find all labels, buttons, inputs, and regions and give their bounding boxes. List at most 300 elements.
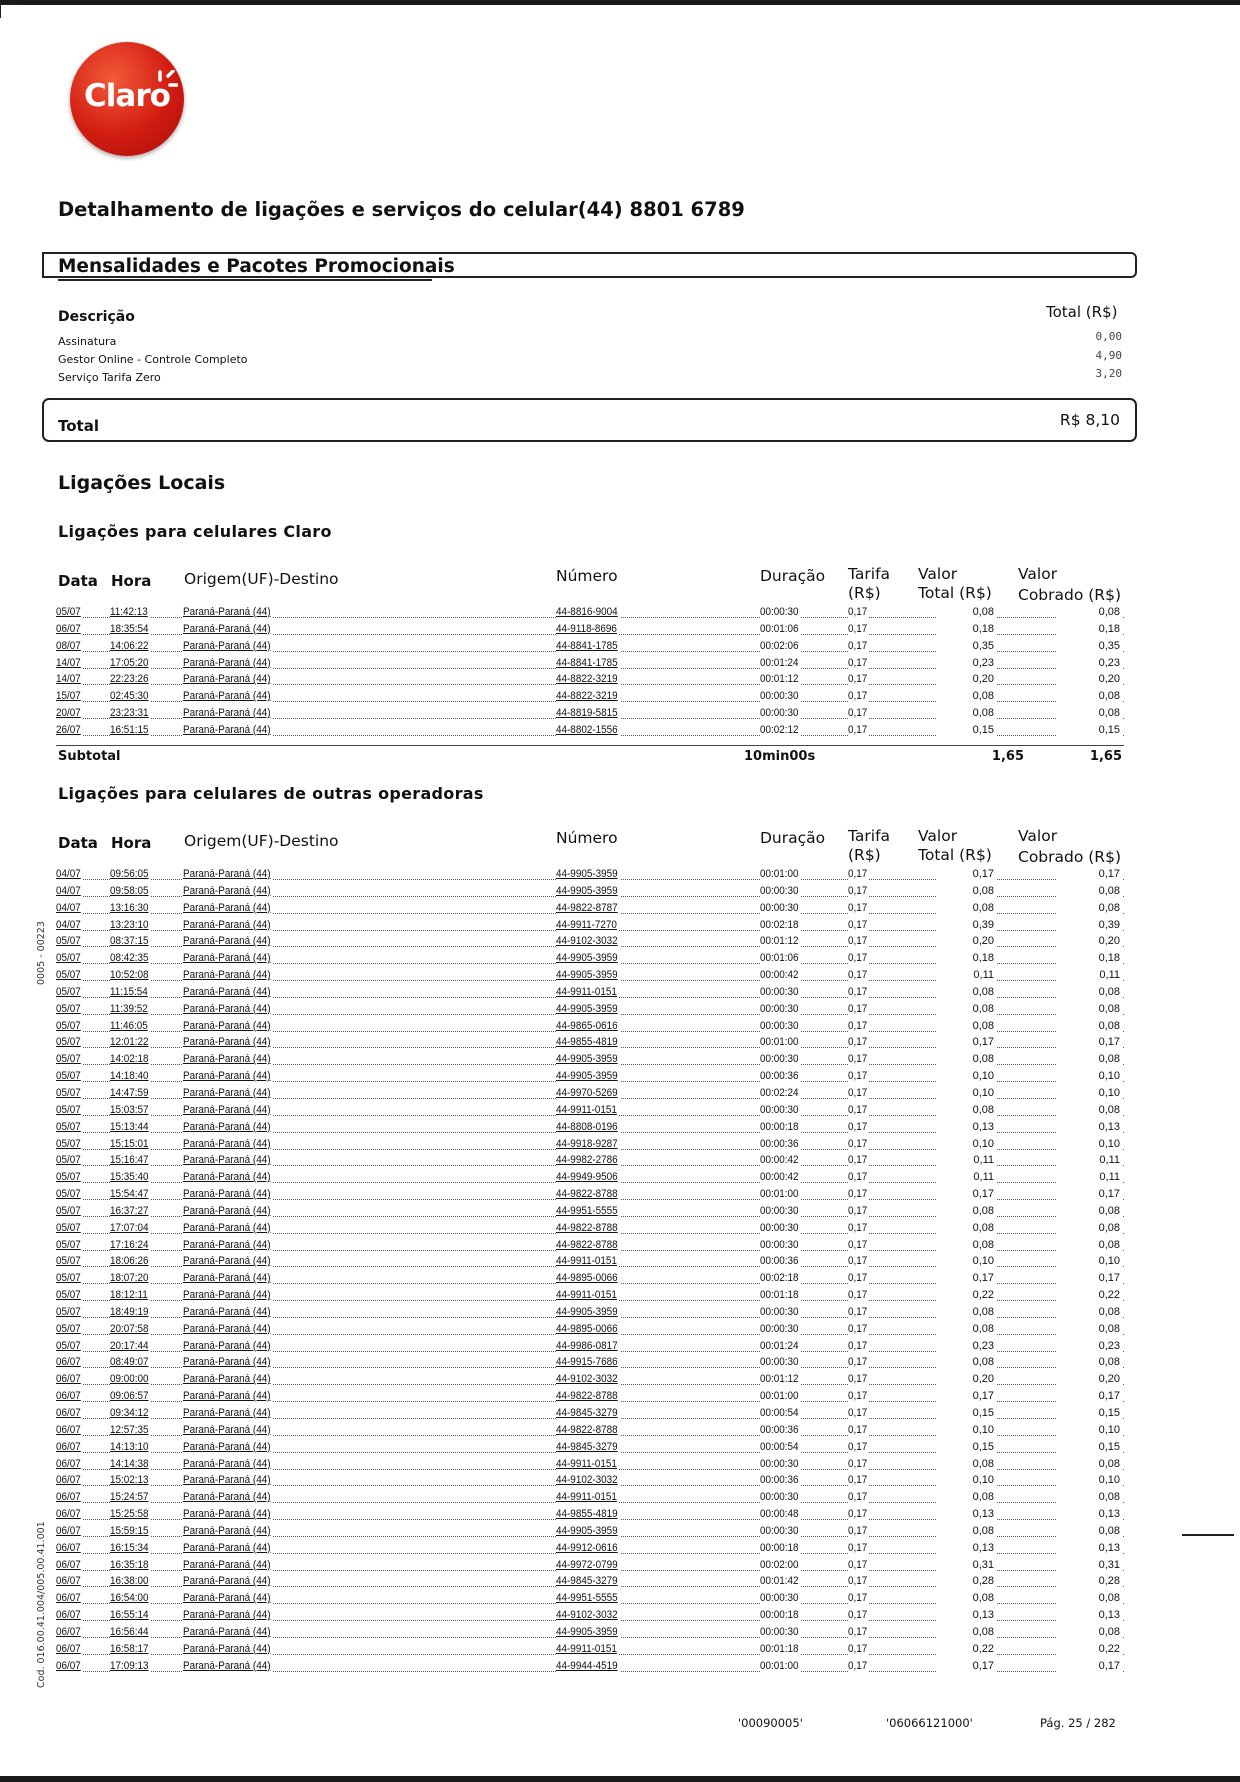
call-charged-value: 0,08 bbox=[1056, 1104, 1122, 1116]
table-row bbox=[56, 1169, 1124, 1186]
mensalidade-item-label: Gestor Online - Controle Completo bbox=[58, 353, 248, 366]
call-number: 44-9982-2786 bbox=[556, 1154, 618, 1167]
call-duration: 00:00:42 bbox=[760, 1154, 799, 1167]
call-time: 09:06:57 bbox=[110, 1390, 149, 1403]
call-time: 16:54:00 bbox=[110, 1592, 149, 1605]
call-duration: 00:02:12 bbox=[760, 723, 799, 736]
call-time: 15:35:40 bbox=[110, 1171, 149, 1184]
call-duration: 00:01:12 bbox=[760, 1373, 799, 1386]
call-charged-value: 0,08 bbox=[1056, 1592, 1122, 1604]
call-date: 06/07 bbox=[56, 1373, 81, 1386]
call-time: 09:34:12 bbox=[110, 1407, 149, 1419]
call-number: 44-9822-8788 bbox=[556, 1221, 618, 1234]
call-number: 44-9905-3959 bbox=[556, 1002, 618, 1015]
call-number: 44-9905-3959 bbox=[556, 1305, 618, 1318]
table-row bbox=[56, 1439, 1124, 1456]
call-duration: 00:01:18 bbox=[760, 1289, 799, 1302]
call-charged-value: 0,13 bbox=[1056, 1508, 1122, 1520]
call-duration: 00:00:36 bbox=[760, 1255, 799, 1268]
call-tariff: 0,17 bbox=[848, 918, 868, 931]
call-date: 05/07 bbox=[56, 1272, 81, 1285]
call-duration: 00:01:00 bbox=[760, 1188, 799, 1201]
call-date: 06/07 bbox=[56, 1642, 81, 1655]
call-tariff: 0,17 bbox=[848, 723, 868, 736]
call-time: 14:06:22 bbox=[110, 639, 149, 652]
call-total-value: 0,23 bbox=[936, 657, 996, 669]
call-origin-destination: Paraná-Paraná (44) bbox=[183, 1625, 271, 1638]
page-top-border bbox=[0, 0, 1240, 5]
call-number: 44-9911-0151 bbox=[556, 1255, 617, 1268]
mensalidades-title-underline bbox=[58, 279, 432, 281]
table-row bbox=[56, 1068, 1124, 1085]
call-date: 05/07 bbox=[56, 1171, 81, 1184]
call-tariff: 0,17 bbox=[848, 1070, 868, 1083]
call-date: 05/07 bbox=[56, 1120, 81, 1133]
call-duration: 00:00:36 bbox=[760, 1423, 799, 1436]
call-tariff: 0,17 bbox=[848, 868, 868, 880]
call-date: 05/07 bbox=[56, 1086, 81, 1099]
call-origin-destination: Paraná-Paraná (44) bbox=[183, 884, 271, 897]
call-tariff: 0,17 bbox=[848, 1137, 868, 1150]
table-row bbox=[56, 1540, 1124, 1557]
call-number: 44-9905-3959 bbox=[556, 1070, 618, 1083]
call-charged-value: 0,08 bbox=[1056, 1306, 1122, 1318]
call-tariff: 0,17 bbox=[848, 1188, 868, 1201]
call-time: 11:15:54 bbox=[110, 985, 148, 998]
call-time: 09:00:00 bbox=[110, 1373, 149, 1386]
call-charged-value: 0,13 bbox=[1056, 1609, 1122, 1621]
call-total-value: 0,08 bbox=[936, 606, 996, 618]
call-tariff: 0,17 bbox=[848, 1002, 868, 1015]
descricao-header: Descrição bbox=[58, 309, 135, 325]
claro-subtotal-row bbox=[56, 745, 1124, 765]
call-date: 05/07 bbox=[56, 1188, 81, 1201]
call-duration: 00:00:30 bbox=[760, 1221, 799, 1234]
table-row bbox=[56, 950, 1124, 967]
mensalidade-item-value: 0,00 bbox=[1095, 330, 1122, 343]
call-tariff: 0,17 bbox=[848, 1491, 868, 1504]
call-time: 14:02:18 bbox=[110, 1053, 149, 1066]
table-row bbox=[56, 1338, 1124, 1355]
call-charged-value: 0,08 bbox=[1056, 885, 1122, 897]
total-value: R$ 8,10 bbox=[1059, 411, 1120, 429]
table-row bbox=[56, 638, 1124, 655]
call-time: 15:59:15 bbox=[110, 1524, 149, 1537]
call-duration: 00:00:30 bbox=[760, 1457, 799, 1470]
call-date: 05/07 bbox=[56, 1305, 81, 1318]
call-origin-destination: Paraná-Paraná (44) bbox=[183, 1305, 271, 1318]
call-number: 44-9895-0066 bbox=[556, 1272, 618, 1285]
call-origin-destination: Paraná-Paraná (44) bbox=[183, 1474, 271, 1487]
call-charged-value: 0,23 bbox=[1056, 1340, 1122, 1352]
call-time: 16:56:44 bbox=[110, 1625, 149, 1638]
table-row bbox=[56, 655, 1124, 672]
call-time: 09:58:05 bbox=[110, 884, 149, 897]
call-number: 44-9845-3279 bbox=[556, 1407, 618, 1419]
call-duration: 00:01:42 bbox=[760, 1575, 799, 1588]
claro-section-title: Ligações para celulares Claro bbox=[58, 522, 332, 541]
call-tariff: 0,17 bbox=[848, 622, 868, 635]
call-number: 44-9822-8787 bbox=[556, 901, 618, 914]
call-charged-value: 0,31 bbox=[1056, 1559, 1122, 1571]
call-date: 15/07 bbox=[56, 690, 81, 703]
table-row bbox=[56, 866, 1124, 883]
col-valor-cobrado-unit: Cobrado (R$) bbox=[1018, 848, 1121, 866]
col-valor-cobrado-unit: Cobrado (R$) bbox=[1018, 586, 1121, 604]
call-total-value: 0,10 bbox=[936, 1424, 996, 1436]
call-time: 17:09:13 bbox=[110, 1659, 149, 1672]
call-total-value: 0,08 bbox=[936, 1003, 996, 1015]
call-origin-destination: Paraná-Paraná (44) bbox=[183, 1440, 271, 1453]
table-row bbox=[56, 1388, 1124, 1405]
call-origin-destination: Paraná-Paraná (44) bbox=[183, 1339, 271, 1352]
call-duration: 00:01:18 bbox=[760, 1642, 799, 1655]
call-time: 08:42:35 bbox=[110, 952, 149, 965]
call-origin-destination: Paraná-Paraná (44) bbox=[183, 952, 271, 965]
call-date: 14/07 bbox=[56, 673, 81, 686]
call-date: 05/07 bbox=[56, 1289, 81, 1302]
call-number: 44-9845-3279 bbox=[556, 1440, 618, 1453]
call-total-value: 0,23 bbox=[936, 1340, 996, 1352]
table-row bbox=[56, 1590, 1124, 1607]
call-charged-value: 0,11 bbox=[1056, 969, 1122, 981]
call-charged-value: 0,08 bbox=[1056, 1222, 1122, 1234]
call-tariff: 0,17 bbox=[848, 1642, 868, 1655]
claro-logo bbox=[70, 42, 184, 156]
call-origin-destination: Paraná-Paraná (44) bbox=[183, 1019, 271, 1032]
call-time: 15:54:47 bbox=[110, 1188, 149, 1201]
table-row bbox=[56, 1287, 1124, 1304]
table-row bbox=[56, 722, 1124, 739]
call-charged-value: 0,15 bbox=[1056, 724, 1122, 736]
call-origin-destination: Paraná-Paraná (44) bbox=[183, 1541, 271, 1554]
call-charged-value: 0,10 bbox=[1056, 1087, 1122, 1099]
table-row bbox=[56, 1203, 1124, 1220]
call-tariff: 0,17 bbox=[848, 1390, 868, 1403]
call-number: 44-9944-4519 bbox=[556, 1659, 618, 1672]
call-date: 06/07 bbox=[56, 1592, 81, 1605]
call-duration: 00:00:36 bbox=[760, 1137, 799, 1150]
call-date: 06/07 bbox=[56, 1491, 81, 1504]
col-valor-total: Valor bbox=[918, 827, 958, 845]
call-origin-destination: Paraná-Paraná (44) bbox=[183, 985, 271, 998]
call-duration: 00:00:30 bbox=[760, 1592, 799, 1605]
outras-section-title: Ligações para celulares de outras operadoras bbox=[58, 784, 484, 803]
call-charged-value: 0,22 bbox=[1056, 1643, 1122, 1655]
call-total-value: 0,08 bbox=[936, 1323, 996, 1335]
call-number: 44-9845-3279 bbox=[556, 1575, 618, 1588]
call-origin-destination: Paraná-Paraná (44) bbox=[183, 1457, 271, 1470]
col-valor-total-unit: Total (R$) bbox=[918, 846, 992, 864]
call-number: 44-8822-3219 bbox=[556, 690, 618, 703]
call-time: 15:16:47 bbox=[110, 1154, 149, 1167]
call-date: 06/07 bbox=[56, 1356, 81, 1369]
call-origin-destination: Paraná-Paraná (44) bbox=[183, 1036, 271, 1049]
mensalidade-item-value: 4,90 bbox=[1095, 349, 1122, 362]
table-row bbox=[56, 1304, 1124, 1321]
call-tariff: 0,17 bbox=[848, 1524, 868, 1537]
call-duration: 00:01:24 bbox=[760, 656, 799, 669]
table-row bbox=[56, 1523, 1124, 1540]
call-total-value: 0,08 bbox=[936, 1239, 996, 1251]
claro-calls-table bbox=[56, 604, 1124, 739]
call-number: 44-9911-0151 bbox=[556, 1289, 617, 1302]
call-number: 44-8841-1785 bbox=[556, 639, 618, 652]
call-duration: 00:00:30 bbox=[760, 1238, 799, 1251]
call-origin-destination: Paraná-Paraná (44) bbox=[183, 901, 271, 914]
table-row bbox=[56, 967, 1124, 984]
call-time: 10:52:08 bbox=[110, 969, 149, 982]
col-origem: Origem(UF)-Destino bbox=[184, 570, 339, 588]
call-date: 04/07 bbox=[56, 868, 81, 880]
call-time: 18:07:20 bbox=[110, 1272, 149, 1285]
call-duration: 00:00:42 bbox=[760, 1171, 799, 1184]
call-date: 05/07 bbox=[56, 1019, 81, 1032]
call-total-value: 0,11 bbox=[936, 969, 996, 981]
call-origin-destination: Paraná-Paraná (44) bbox=[183, 1103, 271, 1116]
call-charged-value: 0,17 bbox=[1056, 868, 1122, 880]
call-duration: 00:00:18 bbox=[760, 1541, 799, 1554]
call-number: 44-8841-1785 bbox=[556, 656, 618, 669]
call-number: 44-9102-3032 bbox=[556, 935, 618, 948]
call-tariff: 0,17 bbox=[848, 884, 868, 897]
call-origin-destination: Paraná-Paraná (44) bbox=[183, 673, 271, 686]
call-total-value: 0,18 bbox=[936, 623, 996, 635]
call-tariff: 0,17 bbox=[848, 935, 868, 948]
call-duration: 00:02:06 bbox=[760, 639, 799, 652]
call-total-value: 0,18 bbox=[936, 952, 996, 964]
call-duration: 00:01:24 bbox=[760, 1339, 799, 1352]
call-charged-value: 0,20 bbox=[1056, 935, 1122, 947]
call-duration: 00:00:54 bbox=[760, 1440, 799, 1453]
call-number: 44-9905-3959 bbox=[556, 1524, 618, 1537]
call-tariff: 0,17 bbox=[848, 1625, 868, 1638]
call-total-value: 0,11 bbox=[936, 1154, 996, 1166]
table-row bbox=[56, 1506, 1124, 1523]
side-code-bottom: Cod. 016.00.41.004/005.00.41.001 bbox=[36, 1521, 47, 1688]
call-duration: 00:01:12 bbox=[760, 935, 799, 948]
call-date: 06/07 bbox=[56, 1407, 81, 1419]
total-label: Total bbox=[58, 417, 99, 435]
table-row bbox=[56, 1371, 1124, 1388]
call-number: 44-9905-3959 bbox=[556, 1625, 618, 1638]
call-tariff: 0,17 bbox=[848, 1373, 868, 1386]
call-date: 05/07 bbox=[56, 985, 81, 998]
call-tariff: 0,17 bbox=[848, 673, 868, 686]
table-row bbox=[56, 1136, 1124, 1153]
table-row bbox=[56, 1607, 1124, 1624]
call-charged-value: 0,13 bbox=[1056, 1542, 1122, 1554]
table-row bbox=[56, 900, 1124, 917]
call-duration: 00:01:00 bbox=[760, 1659, 799, 1672]
call-charged-value: 0,08 bbox=[1056, 1356, 1122, 1368]
call-origin-destination: Paraná-Paraná (44) bbox=[183, 1373, 271, 1386]
call-duration: 00:00:30 bbox=[760, 901, 799, 914]
call-tariff: 0,17 bbox=[848, 901, 868, 914]
call-total-value: 0,08 bbox=[936, 707, 996, 719]
call-origin-destination: Paraná-Paraná (44) bbox=[183, 1322, 271, 1335]
call-charged-value: 0,08 bbox=[1056, 1626, 1122, 1638]
call-time: 15:13:44 bbox=[110, 1120, 149, 1133]
call-tariff: 0,17 bbox=[848, 1541, 868, 1554]
call-total-value: 0,20 bbox=[936, 673, 996, 685]
call-total-value: 0,10 bbox=[936, 1138, 996, 1150]
call-time: 11:39:52 bbox=[110, 1002, 148, 1015]
call-date: 04/07 bbox=[56, 901, 81, 914]
call-total-value: 0,08 bbox=[936, 1020, 996, 1032]
table-row bbox=[56, 1001, 1124, 1018]
call-origin-destination: Paraná-Paraná (44) bbox=[183, 1575, 271, 1588]
call-charged-value: 0,10 bbox=[1056, 1424, 1122, 1436]
call-total-value: 0,10 bbox=[936, 1070, 996, 1082]
call-time: 16:51:15 bbox=[110, 723, 149, 736]
mensalidade-item-value: 3,20 bbox=[1095, 367, 1122, 380]
call-charged-value: 0,39 bbox=[1056, 919, 1122, 931]
call-tariff: 0,17 bbox=[848, 1289, 868, 1302]
call-duration: 00:00:30 bbox=[760, 606, 799, 618]
col-tarifa: Tarifa bbox=[848, 827, 891, 845]
call-date: 06/07 bbox=[56, 1440, 81, 1453]
call-date: 05/07 bbox=[56, 1070, 81, 1083]
call-origin-destination: Paraná-Paraná (44) bbox=[183, 723, 271, 736]
call-date: 05/07 bbox=[56, 1002, 81, 1015]
table-row bbox=[56, 1472, 1124, 1489]
call-time: 11:46:05 bbox=[110, 1019, 148, 1032]
table-row bbox=[56, 1186, 1124, 1203]
call-number: 44-9905-3959 bbox=[556, 969, 618, 982]
call-date: 06/07 bbox=[56, 1524, 81, 1537]
call-tariff: 0,17 bbox=[848, 1592, 868, 1605]
call-charged-value: 0,08 bbox=[1056, 902, 1122, 914]
call-tariff: 0,17 bbox=[848, 952, 868, 965]
call-charged-value: 0,35 bbox=[1056, 640, 1122, 652]
call-charged-value: 0,08 bbox=[1056, 1323, 1122, 1335]
call-duration: 00:00:30 bbox=[760, 1002, 799, 1015]
call-time: 08:37:15 bbox=[110, 935, 149, 948]
call-charged-value: 0,18 bbox=[1056, 952, 1122, 964]
call-time: 14:13:10 bbox=[110, 1440, 149, 1453]
call-origin-destination: Paraná-Paraná (44) bbox=[183, 1390, 271, 1403]
call-duration: 00:00:30 bbox=[760, 1524, 799, 1537]
side-code-top: 0005 - 00223 bbox=[36, 921, 47, 985]
call-origin-destination: Paraná-Paraná (44) bbox=[183, 1171, 271, 1184]
call-total-value: 0,13 bbox=[936, 1609, 996, 1621]
table-row bbox=[56, 604, 1124, 621]
call-origin-destination: Paraná-Paraná (44) bbox=[183, 1002, 271, 1015]
call-tariff: 0,17 bbox=[848, 1575, 868, 1588]
call-total-value: 0,08 bbox=[936, 1458, 996, 1470]
table-row bbox=[56, 671, 1124, 688]
call-number: 44-9822-8788 bbox=[556, 1390, 618, 1403]
call-time: 11:42:13 bbox=[110, 606, 148, 618]
call-charged-value: 0,13 bbox=[1056, 1121, 1122, 1133]
footer-code-1: '00090005' bbox=[738, 1716, 803, 1730]
call-duration: 00:00:30 bbox=[760, 1103, 799, 1116]
call-date: 06/07 bbox=[56, 1541, 81, 1554]
call-origin-destination: Paraná-Paraná (44) bbox=[183, 868, 271, 880]
footer-page-number: Pág. 25 / 282 bbox=[1040, 1716, 1116, 1730]
call-duration: 00:00:30 bbox=[760, 1322, 799, 1335]
call-number: 44-9822-8788 bbox=[556, 1238, 618, 1251]
call-tariff: 0,17 bbox=[848, 1457, 868, 1470]
call-charged-value: 0,15 bbox=[1056, 1441, 1122, 1453]
call-tariff: 0,17 bbox=[848, 690, 868, 703]
call-date: 06/07 bbox=[56, 1457, 81, 1470]
call-duration: 00:00:30 bbox=[760, 707, 799, 720]
call-charged-value: 0,08 bbox=[1056, 1239, 1122, 1251]
table-row bbox=[56, 1489, 1124, 1506]
call-origin-destination: Paraná-Paraná (44) bbox=[183, 1609, 271, 1622]
call-duration: 00:01:00 bbox=[760, 1036, 799, 1049]
col-valor-total-unit: Total (R$) bbox=[918, 584, 992, 602]
table-row bbox=[56, 1102, 1124, 1119]
call-charged-value: 0,08 bbox=[1056, 1053, 1122, 1065]
table-row bbox=[56, 1237, 1124, 1254]
call-date: 05/07 bbox=[56, 1255, 81, 1268]
call-number: 44-9972-0799 bbox=[556, 1558, 618, 1571]
call-charged-value: 0,17 bbox=[1056, 1660, 1122, 1672]
call-number: 44-8822-3219 bbox=[556, 673, 618, 686]
call-time: 17:05:20 bbox=[110, 656, 149, 669]
call-duration: 00:02:24 bbox=[760, 1086, 799, 1099]
table-row bbox=[56, 1034, 1124, 1051]
outras-calls-table bbox=[56, 866, 1124, 1675]
call-origin-destination: Paraná-Paraná (44) bbox=[183, 622, 271, 635]
call-tariff: 0,17 bbox=[848, 707, 868, 720]
call-number: 44-9865-0616 bbox=[556, 1019, 618, 1032]
call-charged-value: 0,08 bbox=[1056, 707, 1122, 719]
call-origin-destination: Paraná-Paraná (44) bbox=[183, 1289, 271, 1302]
call-time: 12:01:22 bbox=[110, 1036, 149, 1049]
margin-tick-mark bbox=[1182, 1534, 1234, 1536]
call-total-value: 0,15 bbox=[936, 1441, 996, 1453]
col-duracao: Duração bbox=[760, 567, 826, 585]
call-charged-value: 0,08 bbox=[1056, 690, 1122, 702]
call-total-value: 0,17 bbox=[936, 1272, 996, 1284]
call-origin-destination: Paraná-Paraná (44) bbox=[183, 1120, 271, 1133]
call-origin-destination: Paraná-Paraná (44) bbox=[183, 1188, 271, 1201]
call-total-value: 0,20 bbox=[936, 935, 996, 947]
call-time: 16:38:00 bbox=[110, 1575, 149, 1588]
call-date: 05/07 bbox=[56, 1103, 81, 1116]
call-origin-destination: Paraná-Paraná (44) bbox=[183, 1642, 271, 1655]
call-time: 15:24:57 bbox=[110, 1491, 149, 1504]
call-time: 02:45:30 bbox=[110, 690, 149, 703]
call-charged-value: 0,11 bbox=[1056, 1154, 1122, 1166]
call-tariff: 0,17 bbox=[848, 606, 868, 618]
call-duration: 00:00:36 bbox=[760, 1474, 799, 1487]
call-total-value: 0,13 bbox=[936, 1542, 996, 1554]
call-duration: 00:00:30 bbox=[760, 985, 799, 998]
call-tariff: 0,17 bbox=[848, 1120, 868, 1133]
call-total-value: 0,08 bbox=[936, 1491, 996, 1503]
table-row bbox=[56, 1573, 1124, 1590]
call-duration: 00:00:30 bbox=[760, 1204, 799, 1217]
call-total-value: 0,08 bbox=[936, 1205, 996, 1217]
call-number: 44-9911-0151 bbox=[556, 985, 617, 998]
call-number: 44-9915-7686 bbox=[556, 1356, 618, 1369]
call-date: 05/07 bbox=[56, 935, 81, 948]
call-date: 05/07 bbox=[56, 1154, 81, 1167]
call-number: 44-9102-3032 bbox=[556, 1609, 618, 1622]
call-number: 44-9911-0151 bbox=[556, 1457, 617, 1470]
call-tariff: 0,17 bbox=[848, 1204, 868, 1217]
call-date: 20/07 bbox=[56, 707, 81, 720]
table-row bbox=[56, 1405, 1124, 1422]
call-duration: 00:01:06 bbox=[760, 952, 799, 965]
call-origin-destination: Paraná-Paraná (44) bbox=[183, 1137, 271, 1150]
call-date: 06/07 bbox=[56, 1423, 81, 1436]
